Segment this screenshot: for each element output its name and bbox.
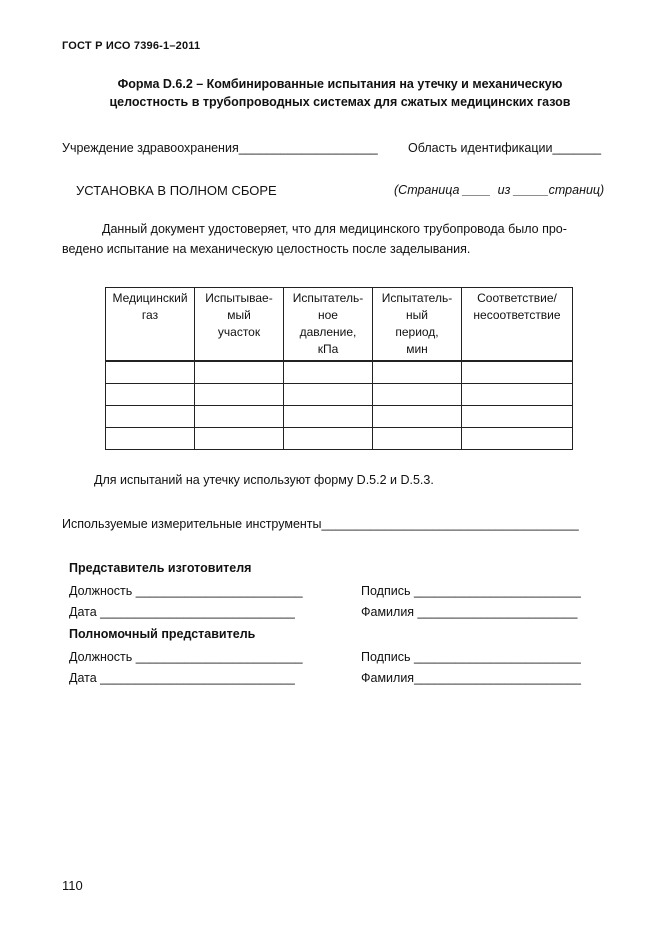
- table-row: [106, 361, 573, 384]
- column-header-test-section: Испытывае- мый участок: [195, 288, 284, 362]
- column-header-test-period: Испытатель- ный период, мин: [373, 288, 462, 362]
- authorized-surname-field[interactable]: Фамилия________________________: [361, 671, 581, 685]
- table-cell[interactable]: [462, 428, 573, 450]
- column-header-test-pressure: Испытатель- ное давление, кПа: [284, 288, 373, 362]
- table-cell[interactable]: [195, 406, 284, 428]
- column-header-compliance: Соответствие/ несоответствие: [462, 288, 573, 362]
- table-cell[interactable]: [462, 406, 573, 428]
- page-number: 110: [62, 878, 83, 893]
- form-title-line-2: целостность в трубопроводных системах для сжатых медицинских газов: [109, 95, 571, 109]
- table-cell[interactable]: [373, 384, 462, 406]
- institution-field[interactable]: Учреждение здравоохранения____________________: [62, 141, 378, 155]
- table-cell[interactable]: [106, 428, 195, 450]
- authorized-signature-field[interactable]: Подпись ________________________: [361, 650, 581, 664]
- table-cell[interactable]: [284, 406, 373, 428]
- table-cell[interactable]: [106, 384, 195, 406]
- test-results-table: [105, 287, 573, 450]
- table-cell[interactable]: [373, 361, 462, 384]
- form-title-line-1: Форма D.6.2 – Комбинированные испытания на утечку и механическую: [117, 77, 563, 91]
- manufacturer-position-field[interactable]: Должность ________________________: [69, 584, 303, 598]
- authorized-representative-heading: Полномочный представитель: [69, 627, 256, 641]
- table-cell[interactable]: [462, 384, 573, 406]
- identification-area-field[interactable]: Область идентификации_______: [408, 141, 602, 155]
- table-row: [106, 428, 573, 450]
- table-cell[interactable]: [106, 361, 195, 384]
- table-cell[interactable]: [106, 406, 195, 428]
- table-cell[interactable]: [195, 428, 284, 450]
- manufacturer-date-field[interactable]: Дата ____________________________: [69, 605, 295, 619]
- table-cell[interactable]: [462, 361, 573, 384]
- authorized-position-field[interactable]: Должность ________________________: [69, 650, 303, 664]
- manufacturer-heading: Представитель изготовителя: [69, 561, 252, 575]
- installation-heading: УСТАНОВКА В ПОЛНОМ СБОРЕ: [76, 183, 277, 198]
- column-header-medical-gas: Медицинский газ: [106, 288, 195, 362]
- manufacturer-surname-field[interactable]: Фамилия _______________________: [361, 605, 578, 619]
- page-reference: (Страница ____ из _____страниц): [394, 183, 605, 197]
- table-cell[interactable]: [195, 384, 284, 406]
- manufacturer-signature-field[interactable]: Подпись ________________________: [361, 584, 581, 598]
- document-code: ГОСТ Р ИСО 7396-1–2011: [62, 40, 201, 52]
- table-row: [106, 384, 573, 406]
- table-cell[interactable]: [373, 428, 462, 450]
- authorized-date-field[interactable]: Дата ____________________________: [69, 671, 295, 685]
- table-cell[interactable]: [284, 361, 373, 384]
- table-cell[interactable]: [284, 384, 373, 406]
- certification-line-1: Данный документ удостоверяет, что для медицинского трубопровода было про-: [102, 222, 567, 236]
- table-row: [106, 406, 573, 428]
- table-cell[interactable]: [195, 361, 284, 384]
- instruments-field[interactable]: Используемые измерительные инструменты_____________________________________: [62, 517, 579, 531]
- table-header-row: [106, 288, 573, 362]
- certification-line-2: ведено испытание на механическую целостность после заделывания.: [62, 242, 471, 256]
- leak-test-note: Для испытаний на утечку используют форму D.5.2 и D.5.3.: [94, 473, 434, 487]
- table-cell[interactable]: [373, 406, 462, 428]
- table-cell[interactable]: [284, 428, 373, 450]
